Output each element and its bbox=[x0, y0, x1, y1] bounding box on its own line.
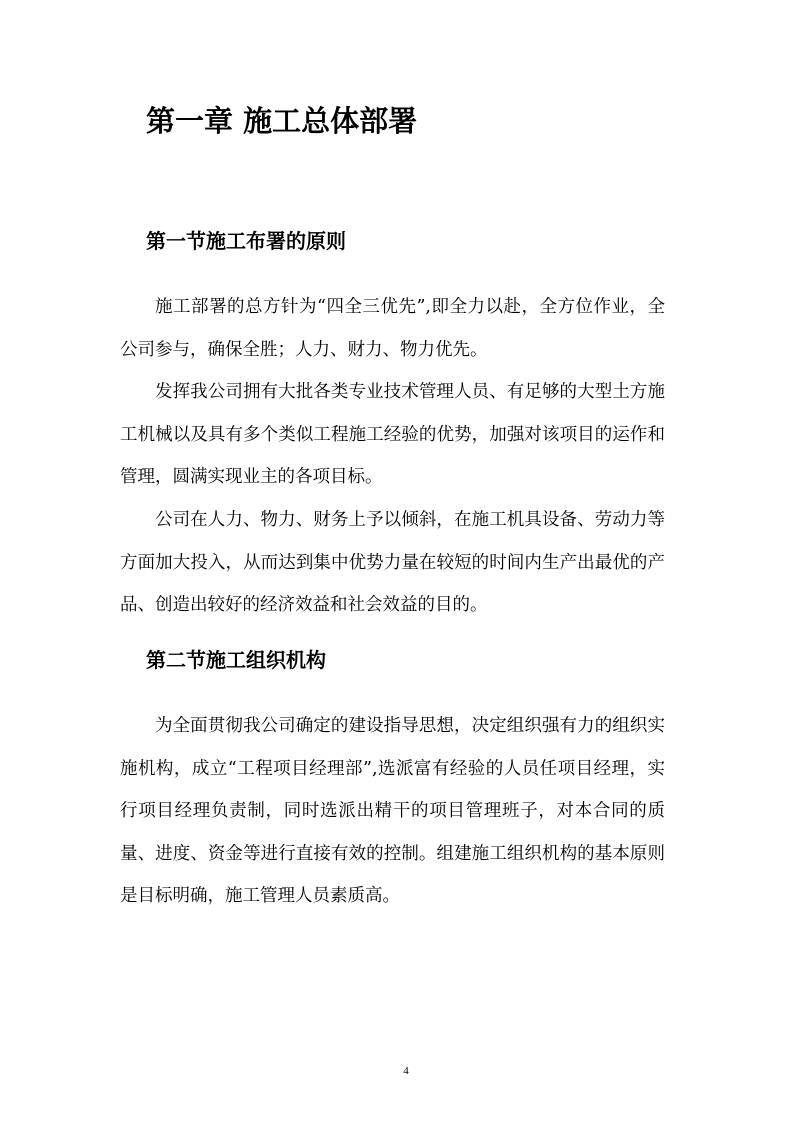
chapter-title: 第一章 施工总体部署 bbox=[146, 104, 418, 138]
paragraph-company-advantages: 发挥我公司拥有大批各类专业技术管理人员、有足够的大型土方施工机械以及具有多个类似工程施工经验的优势，加强对该项目的运作和管理，圆满实现业主的各项目标。 bbox=[120, 382, 665, 487]
section-title-organization: 第二节施工组织机构 bbox=[146, 648, 326, 672]
section-title-principles: 第一节施工布署的原则 bbox=[146, 229, 346, 253]
paragraph-deployment-policy: 施工部署的总方针为“四全三优先”,即全力以赴，全方位作业，全公司参与，确保全胜；人力、财力、物力优先。 bbox=[120, 297, 665, 360]
paragraph-resource-investment: 公司在人力、物力、财务上予以倾斜，在施工机具设备、劳动力等方面加大投入，从而达到集中优势力量在较短的时间内生产出最优的产品、创造出较好的经济效益和社会效益的目的。 bbox=[120, 510, 665, 615]
page-number: 4 bbox=[403, 1065, 409, 1077]
paragraph-organization-structure: 为全面贯彻我公司确定的建设指导思想，决定组织强有力的组织实施机构，成立“工程项目经理部”,选派富有经验的人员任项目经理，实行项目经理负责制，同时选派出精干的项目管理班子，对本合同的质量、进度、资金等进行直接有效的控制。组建施工组织机构的基本原则是目标明确，施工管理人员素质高。 bbox=[120, 716, 665, 906]
